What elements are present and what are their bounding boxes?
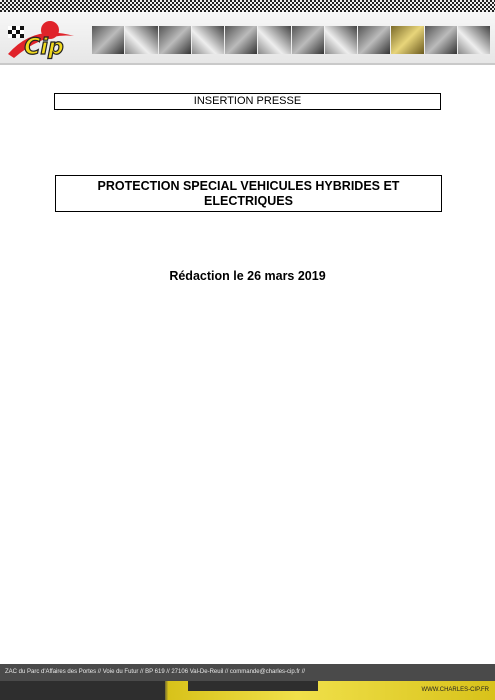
document-title-box — [55, 175, 442, 212]
header-photo-strip — [92, 26, 490, 54]
redaction-date: Rédaction le 26 mars 2019 — [169, 269, 326, 283]
footer-address: ZAC du Parc d'Affaires des Portes // Voie du Futur // BP 619 // 27106 Val-De-Reuil // commande@charles-cip.fr // — [5, 669, 306, 675]
insertion-presse-label: INSERTION PRESSE — [193, 95, 302, 107]
document-title-line1: PROTECTION SPECIAL VEHICULES HYBRIDES ET — [97, 179, 400, 193]
header-photo — [425, 26, 457, 54]
footer-website-link[interactable]: WWW.CHARLES-CIP.FR — [421, 687, 489, 693]
checkered-border — [0, 0, 495, 12]
header-divider — [0, 63, 495, 65]
header-photo — [192, 26, 224, 54]
header-photo — [92, 26, 124, 54]
header-photo — [325, 26, 357, 54]
insertion-presse-box — [54, 93, 441, 110]
header-photo — [391, 26, 423, 54]
document-title-line2: ELECTRIQUES — [204, 194, 293, 208]
header-photo — [125, 26, 157, 54]
header-photo — [225, 26, 257, 54]
svg-text:Cip: Cip — [24, 35, 64, 60]
header-photo — [358, 26, 390, 54]
charles-cip-logo — [4, 14, 84, 66]
header-photo — [258, 26, 290, 54]
header-photo — [159, 26, 191, 54]
header-photo — [458, 26, 490, 54]
header-photo — [292, 26, 324, 54]
